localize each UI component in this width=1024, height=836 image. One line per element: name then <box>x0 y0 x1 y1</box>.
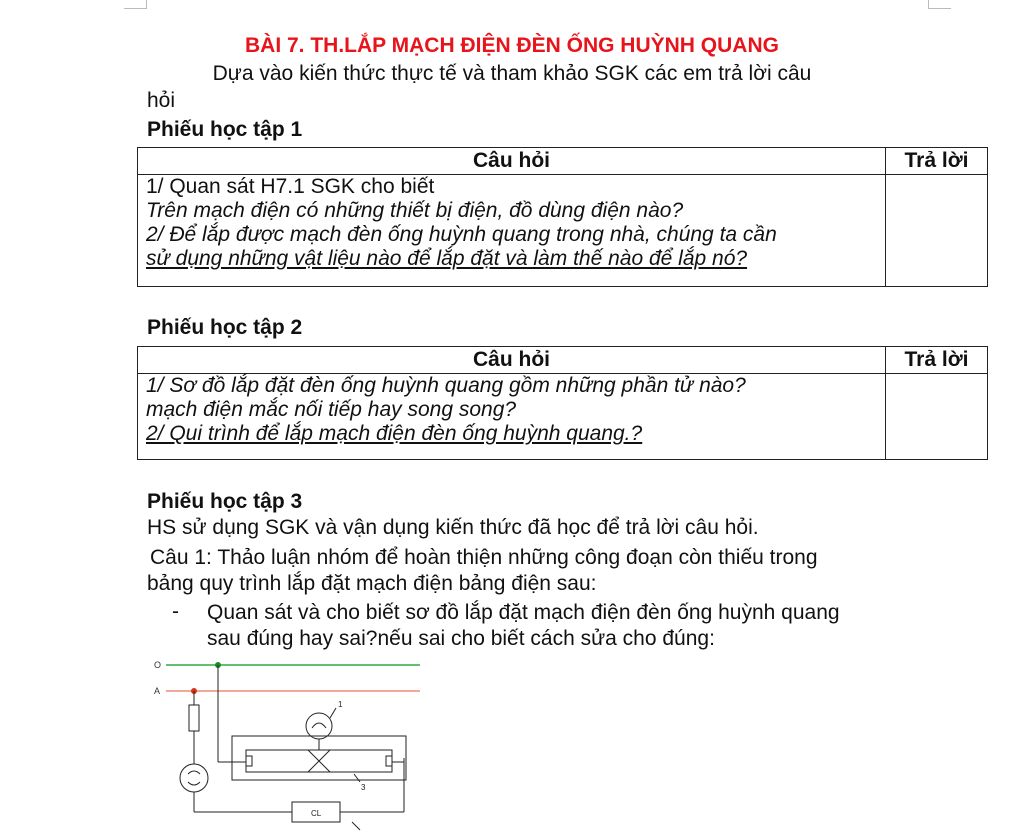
sheet2-table <box>137 346 988 460</box>
switch-symbol <box>180 764 208 792</box>
sheet2-line-1: 1/ Sơ đồ lắp đặt đèn ống huỳnh quang gồm những phần tử nào? <box>146 374 746 397</box>
sheet1-answer-cell[interactable] <box>886 175 988 287</box>
starter-number-label: 1 <box>338 700 343 709</box>
starter-symbol <box>306 713 332 739</box>
wire-o-label: O <box>154 660 162 670</box>
starter-leader-line <box>330 708 336 718</box>
sheet3-heading: Phiếu học tập 3 <box>147 490 303 513</box>
ballast-label: CL <box>311 809 322 818</box>
fuse-symbol <box>189 705 199 731</box>
sheet1-question-cell <box>138 175 886 287</box>
sheet2-heading: Phiếu học tập 2 <box>147 316 303 339</box>
sheet1-line-4: sử dụng những vật liệu nào để lắp đặt và làm thế nào để lắp nó? <box>146 247 748 270</box>
switch-contacts <box>188 771 200 785</box>
sheet1-line-2: Trên mạch điện có những thiết bị điện, đồ dùng điện nào? <box>146 199 684 222</box>
sheet1-heading: Phiếu học tập 1 <box>147 118 303 141</box>
sheet1-line-1: 1/ Quan sát H7.1 SGK cho biết <box>146 175 435 198</box>
fluorescent-circuit-diagram <box>148 650 438 836</box>
sheet1-line-3: 2/ Để lắp được mạch đèn ống huỳnh quang trong nhà, chúng ta cần <box>146 223 777 246</box>
sheet2-line-3: 2/ Qui trình để lắp mạch điện đèn ống huỳnh quang.? <box>146 422 643 445</box>
sheet1-col-question: Câu hỏi <box>138 148 886 175</box>
sheet3-q1-line-2: bảng quy trình lắp đặt mạch điện bảng điện sau: <box>147 572 597 595</box>
sheet2-line-2: mạch điện mắc nối tiếp hay song song? <box>146 398 517 421</box>
starter-contact <box>312 723 326 728</box>
intro-line-2: hỏi <box>147 89 176 112</box>
bullet-dash: - <box>172 600 179 623</box>
intro-line-1: Dựa vào kiến thức thực tế và tham khảo SGK các em trả lời câu <box>212 62 812 85</box>
sheet1-table <box>137 147 988 287</box>
ballast-leader-line <box>352 822 360 830</box>
sheet1-col-answer: Trả lời <box>886 148 988 175</box>
sheet2-question-cell <box>138 374 886 460</box>
page-corner-mark-right <box>928 0 951 9</box>
tube-leader-line <box>354 774 360 782</box>
tube-number-label: 3 <box>361 783 366 792</box>
bullet-line-2: sau đúng hay sai?nếu sai cho biết cách sửa cho đúng: <box>207 627 715 650</box>
page-corner-mark-left <box>124 0 147 9</box>
sheet2-answer-cell[interactable] <box>886 374 988 460</box>
sheet3-q1-line-1: Câu 1: Thảo luận nhóm để hoàn thiện những công đoạn còn thiếu trong <box>150 546 818 569</box>
wire-a-label: A <box>154 686 161 696</box>
bullet-line-1: Quan sát và cho biết sơ đồ lắp đặt mạch điện đèn ống huỳnh quang <box>207 601 840 624</box>
sheet3-intro: HS sử dụng SGK và vận dụng kiến thức đã học để trả lời câu hỏi. <box>147 516 759 539</box>
sheet2-col-question: Câu hỏi <box>138 347 886 374</box>
bullet-text <box>207 600 967 652</box>
sheet2-col-answer: Trả lời <box>886 347 988 374</box>
document-title: BÀI 7. TH.LẮP MẠCH ĐIỆN ĐÈN ỐNG HUỲNH QUANG <box>245 34 779 57</box>
